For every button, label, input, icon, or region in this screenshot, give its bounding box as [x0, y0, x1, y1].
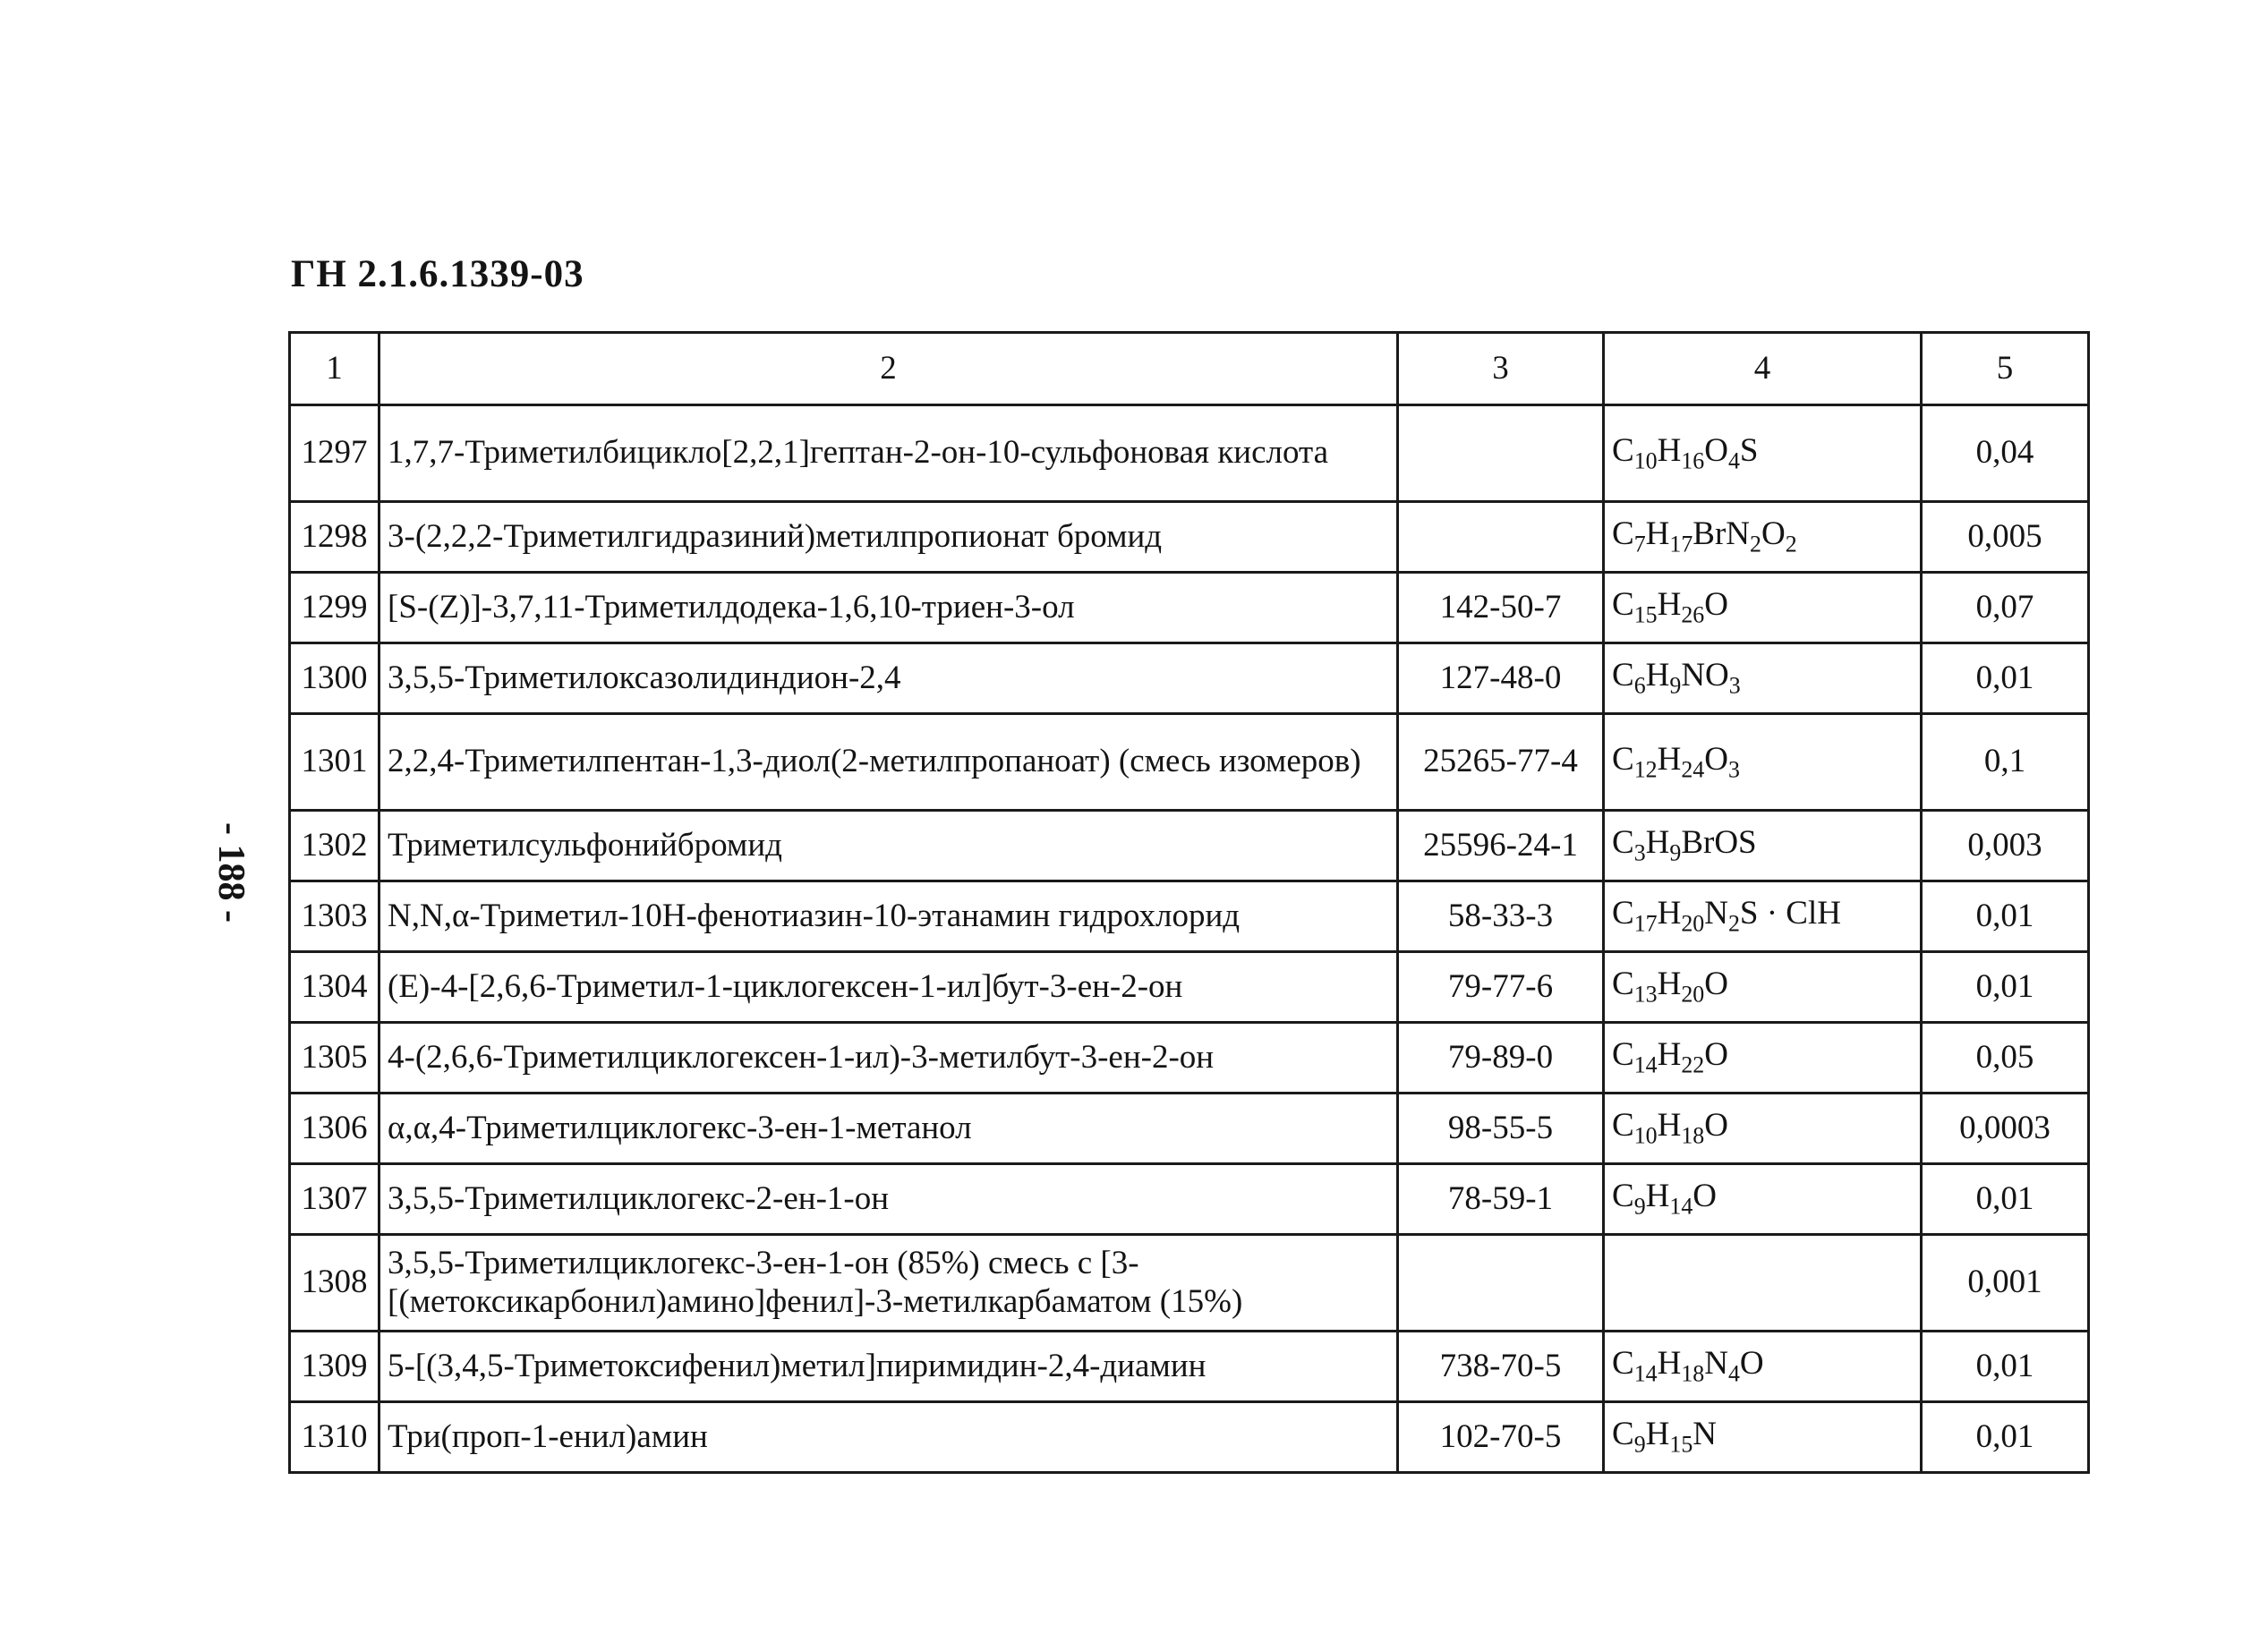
limit-value: 0,001 — [1922, 1235, 2089, 1332]
row-number: 1306 — [290, 1094, 379, 1164]
table-row — [290, 1094, 2089, 1164]
row-number: 1309 — [290, 1332, 379, 1402]
limit-value: 0,003 — [1922, 811, 2089, 881]
cas-number: 127-48-0 — [1398, 643, 1604, 714]
limit-value: 0,04 — [1922, 405, 2089, 502]
substance-name: 5-[(3,4,5-Триметоксифенил)метил]пиримидин-2,4-диамин — [379, 1332, 1398, 1402]
cas-number: 25265-77-4 — [1398, 714, 1604, 811]
table-row — [290, 643, 2089, 714]
table-row — [290, 714, 2089, 811]
substance-name: [S-(Z)]-3,7,11-Триметилдодека-1,6,10-триен-3-ол — [379, 573, 1398, 643]
substance-name: Три(проп-1-енил)амин — [379, 1402, 1398, 1473]
limit-value: 0,01 — [1922, 881, 2089, 952]
substance-name: (E)-4-[2,6,6-Триметил-1-циклогексен-1-ил]бут-3-ен-2-он — [379, 952, 1398, 1023]
cas-number: 98-55-5 — [1398, 1094, 1604, 1164]
table-row — [290, 573, 2089, 643]
table-row — [290, 881, 2089, 952]
row-number: 1310 — [290, 1402, 379, 1473]
row-number: 1307 — [290, 1164, 379, 1235]
cas-number: 79-77-6 — [1398, 952, 1604, 1023]
row-number: 1301 — [290, 714, 379, 811]
substances-table — [288, 331, 2090, 1474]
cas-number — [1398, 1235, 1604, 1332]
row-number: 1304 — [290, 952, 379, 1023]
substance-name: 4-(2,6,6-Триметилциклогексен-1-ил)-3-метилбут-3-ен-2-он — [379, 1023, 1398, 1094]
limit-value: 0,01 — [1922, 643, 2089, 714]
row-number: 1308 — [290, 1235, 379, 1332]
cas-number: 25596-24-1 — [1398, 811, 1604, 881]
column-header-2: 2 — [379, 333, 1398, 405]
cas-number: 58-33-3 — [1398, 881, 1604, 952]
substance-name: 3-(2,2,2-Триметилгидразиний)метилпропионат бромид — [379, 502, 1398, 573]
row-number: 1297 — [290, 405, 379, 502]
chemical-formula: $C_9H_{14}O$ — [1604, 1164, 1922, 1235]
limit-value: 0,0003 — [1922, 1094, 2089, 1164]
limit-value: 0,01 — [1922, 1332, 2089, 1402]
table-row — [290, 1402, 2089, 1473]
limit-value: 0,01 — [1922, 952, 2089, 1023]
limit-value: 0,1 — [1922, 714, 2089, 811]
substance-name: N,N,α-Триметил-10H-фенотиазин-10-этанамин гидрохлорид — [379, 881, 1398, 952]
table-row — [290, 1332, 2089, 1402]
chemical-formula: $C_{10}H_{18}O$ — [1604, 1094, 1922, 1164]
table-row — [290, 405, 2089, 502]
row-number: 1300 — [290, 643, 379, 714]
table-row — [290, 502, 2089, 573]
substance-name: 2,2,4-Триметилпентан-1,3-диол(2-метилпропаноат) (смесь изомеров) — [379, 714, 1398, 811]
limit-value: 0,05 — [1922, 1023, 2089, 1094]
cas-number: 79-89-0 — [1398, 1023, 1604, 1094]
cas-number: 738-70-5 — [1398, 1332, 1604, 1402]
limit-value: 0,01 — [1922, 1164, 2089, 1235]
column-header-4: 4 — [1604, 333, 1922, 405]
cas-number — [1398, 502, 1604, 573]
cas-number: 102-70-5 — [1398, 1402, 1604, 1473]
chemical-formula: $C_{14}H_{18}N_4O$ — [1604, 1332, 1922, 1402]
column-header-5: 5 — [1922, 333, 2089, 405]
table-row — [290, 1235, 2089, 1332]
cas-number — [1398, 405, 1604, 502]
chemical-formula: $C_3H_9BrOS$ — [1604, 811, 1922, 881]
row-number: 1305 — [290, 1023, 379, 1094]
cas-number: 78-59-1 — [1398, 1164, 1604, 1235]
chemical-formula: $C_7H_{17}BrN_2O_2$ — [1604, 502, 1922, 573]
limit-value: 0,07 — [1922, 573, 2089, 643]
table-row — [290, 1023, 2089, 1094]
row-number: 1302 — [290, 811, 379, 881]
page-number: - 188 - — [210, 822, 252, 923]
table-row — [290, 811, 2089, 881]
document-header: ГН 2.1.6.1339-03 — [291, 253, 584, 295]
table-row — [290, 952, 2089, 1023]
cas-number: 142-50-7 — [1398, 573, 1604, 643]
limit-value: 0,005 — [1922, 502, 2089, 573]
chemical-formula: $C_6H_9NO_3$ — [1604, 643, 1922, 714]
chemical-formula: $C_{10}H_{16}O_4S$ — [1604, 405, 1922, 502]
chemical-formula — [1604, 1235, 1922, 1332]
substance-name: 1,7,7-Триметилбицикло[2,2,1]гептан-2-он-10-сульфоновая кислота — [379, 405, 1398, 502]
chemical-formula: $C_9H_{15}N$ — [1604, 1402, 1922, 1473]
chemical-formula: $C_{17}H_{20}N_2S$ · ClH — [1604, 881, 1922, 952]
substance-name: 3,5,5-Триметилоксазолидиндион-2,4 — [379, 643, 1398, 714]
limit-value: 0,01 — [1922, 1402, 2089, 1473]
table-header-row — [290, 333, 2089, 405]
row-number: 1299 — [290, 573, 379, 643]
substance-name: α,α,4-Триметилциклогекс-3-ен-1-метанол — [379, 1094, 1398, 1164]
substance-name: 3,5,5-Триметилциклогекс-2-ен-1-он — [379, 1164, 1398, 1235]
substance-name: 3,5,5-Триметилциклогекс-3-ен-1-он (85%) смесь с [3-[(метоксикарбонил)амино]фенил]-3-метилкарбаматом (15%) — [379, 1235, 1398, 1332]
substance-name: Триметилсульфонийбромид — [379, 811, 1398, 881]
row-number: 1298 — [290, 502, 379, 573]
chemical-formula: $C_{12}H_{24}O_3$ — [1604, 714, 1922, 811]
column-header-1: 1 — [290, 333, 379, 405]
column-header-3: 3 — [1398, 333, 1604, 405]
chemical-formula: $C_{13}H_{20}O$ — [1604, 952, 1922, 1023]
row-number: 1303 — [290, 881, 379, 952]
chemical-formula: $C_{15}H_{26}O$ — [1604, 573, 1922, 643]
table-body — [290, 405, 2089, 1473]
table-row — [290, 1164, 2089, 1235]
chemical-formula: $C_{14}H_{22}O$ — [1604, 1023, 1922, 1094]
